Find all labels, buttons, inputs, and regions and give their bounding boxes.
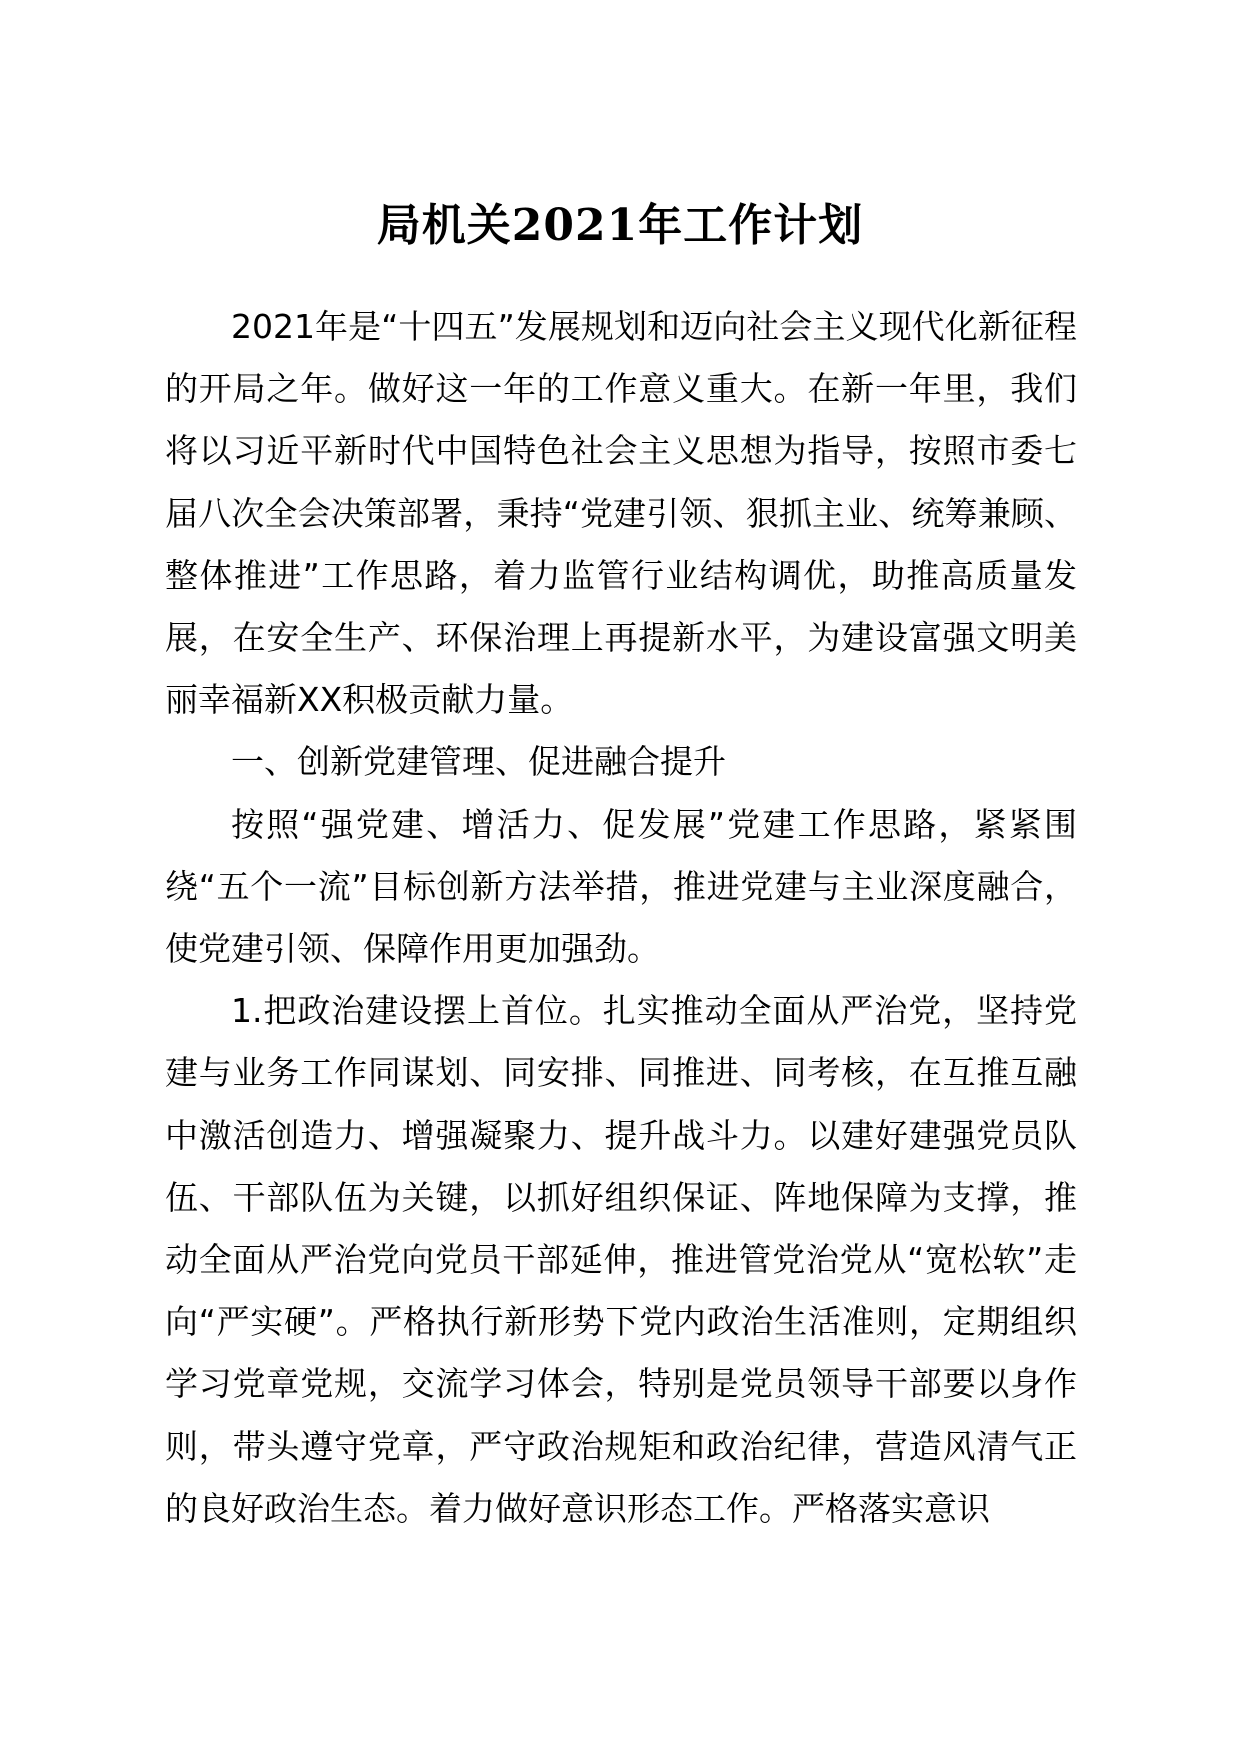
document-body — [165, 296, 1077, 1540]
section-heading-1: 一、创新党建管理、促进融合提升 — [231, 742, 726, 782]
paragraph-item-1: 1.把政治建设摆上首位。扎实推动全面从严治党，坚持党建与业务工作同谋划、同安排、同推进、同考核，在互推互融中激活创造力、增强凝聚力、提升战斗力。以建好建强党员队伍、干部队伍为关键，以抓好组织保证、阵地保障为支撑，推动全面从严治党向党员干部延伸，推进管党治党从“宽松软”走向“严实硬”。严格执行新形势下党内政治生活准则，定期组织学习党章党规，交流学习体会，特别是党员领导干部要以身作则，带头遵守党章，严守政治规矩和政治纪律，营造风清气正的良好政治生态。着力做好意识形态工作。严格落实意识 — [165, 991, 1077, 1528]
document-title: 局机关2021年工作计划 — [376, 200, 864, 251]
paragraph-section-1: 按照“强党建、增活力、促发展”党建工作思路，紧紧围绕“五个一流”目标创新方法举措，推进党建与主业深度融合，使党建引领、保障作用更加强劲。 — [165, 804, 1077, 969]
paragraph-intro: 2021年是“十四五”发展规划和迈向社会主义现代化新征程的开局之年。做好这一年的工作意义重大。在新一年里，我们将以习近平新时代中国特色社会主义思想为指导，按照市委七届八次全会决策部署，秉持“党建引领、狠抓主业、统筹兼顾、整体推进”工作思路，着力监管行业结构调优，助推高质量发展，在安全生产、环保治理上再提新水平，为建设富强文明美丽幸福新XX积极贡献力量。 — [165, 307, 1077, 720]
